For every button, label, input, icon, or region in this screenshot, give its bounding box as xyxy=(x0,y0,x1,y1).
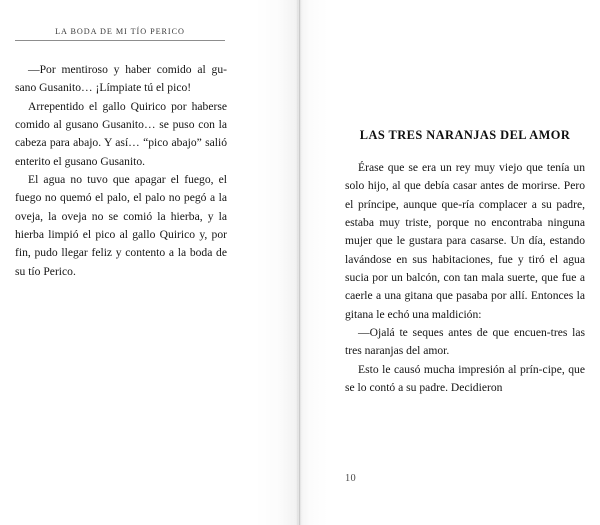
running-header-text: LA BODA DE MI TÍO PERICO xyxy=(55,27,185,36)
chapter-title: LAS TRES NARANJAS DEL AMOR xyxy=(359,128,571,142)
paragraph: Esto le causó mucha impresión al prín‐cipe, que se lo contó a su padre. Decidieron xyxy=(345,362,585,394)
right-column-text xyxy=(345,128,585,397)
page-number: 10 xyxy=(345,473,356,484)
paragraph: —Ojalá te seques antes de que encuen‐tres las tres naranjas del amor. xyxy=(345,325,585,358)
paragraph: Arrepentido el gallo Quirico por haberse comido al gusano Gusanito… se puso con la cabeza para abajo. Y así… “pico abajo” salió enterito el gusano Gusanito. xyxy=(15,99,227,168)
paragraph: El agua no tuvo que apagar el fuego, el fuego no quemó el palo, el palo no pegó a la oveja, la oveja no se comió la hierba, y la hierba limpió el pico al gallo Quirico y, por fin, pudo llegar feliz y contento a la boda de su tío Perico. xyxy=(15,173,227,278)
running-header xyxy=(15,28,225,41)
running-header-rule xyxy=(15,40,225,41)
paragraph: Érase que se era un rey muy viejo que tenía un solo hijo, al que debía casar antes de morirse. Pero el príncipe, aunque que‐ría complacer a su padre, estaba muy triste, porque no encontraba ninguna mujer que le gustara para casarse. Un día, estando lavándose en sus habitaciones, fue y tiró el agua sucia por un balcón, con tan mala suerte, que fue a caerle a una gitana que pasaba por allí. Entonces la gitana le echó una maldición: xyxy=(345,160,585,321)
left-column-text xyxy=(15,61,227,281)
left-page xyxy=(0,0,298,525)
paragraph: —Por mentiroso y haber comido al gu‐sano Gusanito… ¡Límpiate tú el pico! xyxy=(15,63,227,95)
